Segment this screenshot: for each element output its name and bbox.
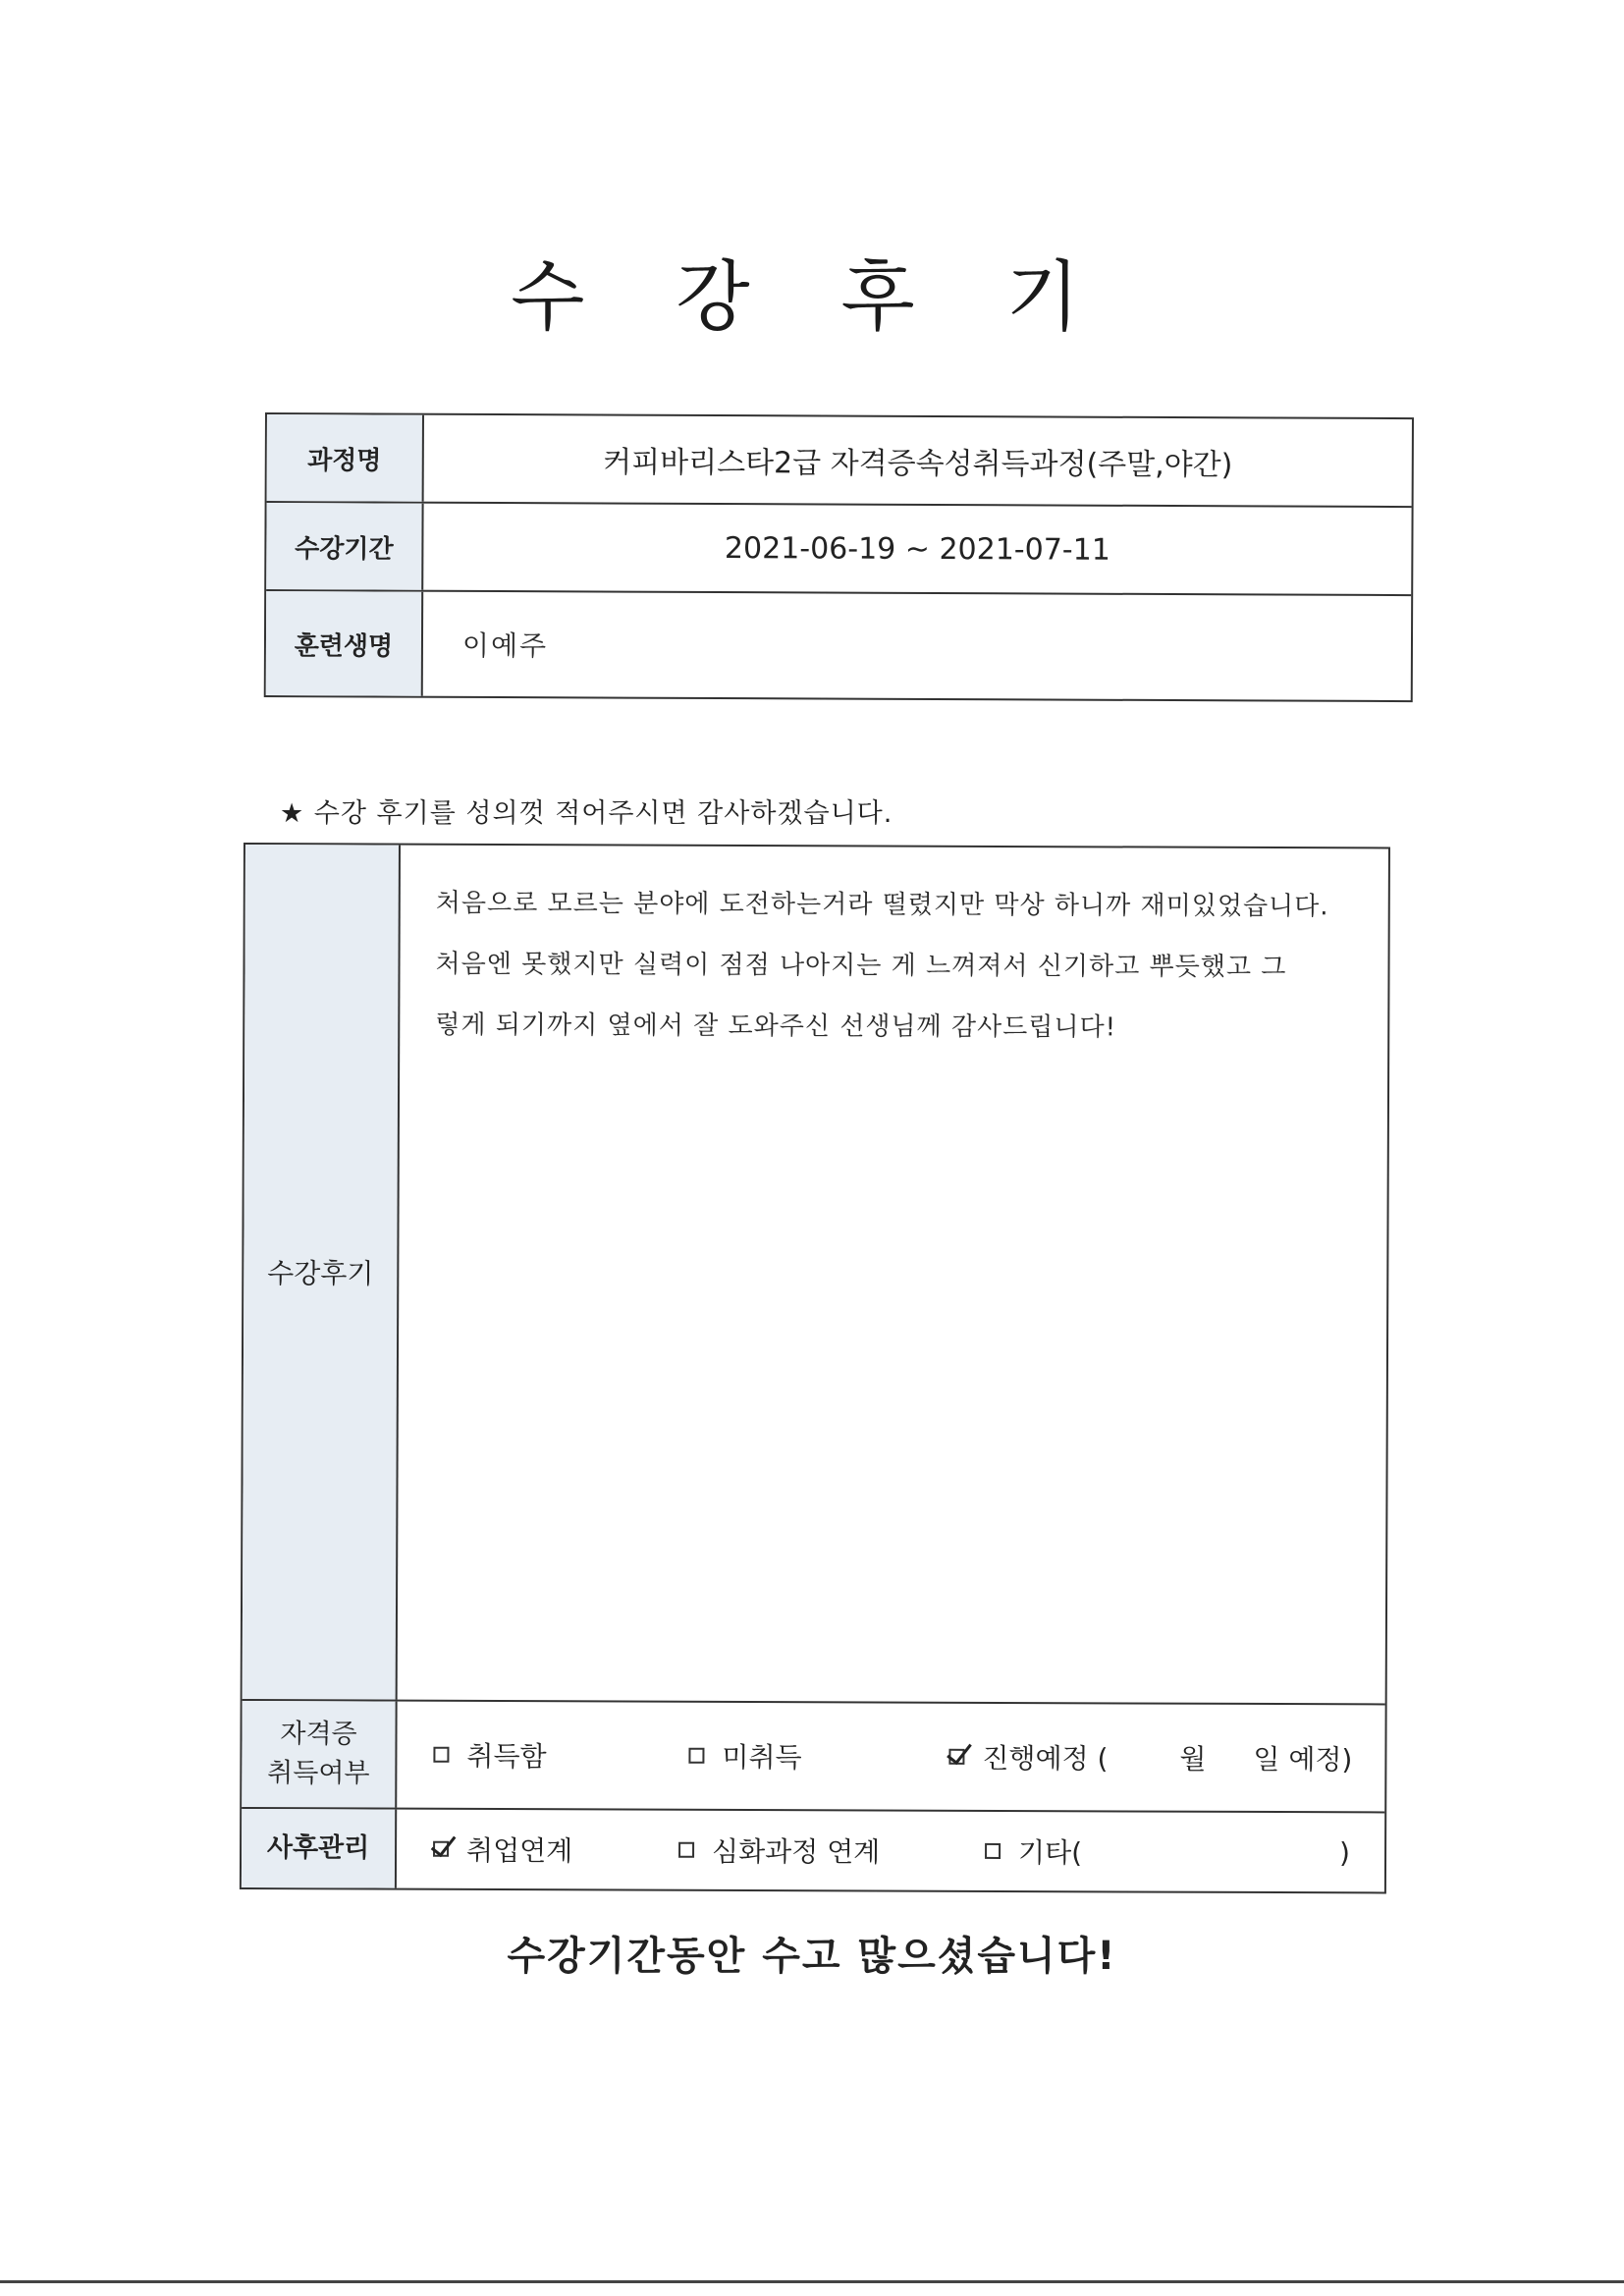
certificate-label-line2: 취득여부 [267, 1758, 370, 1789]
option-employment-label: 취업연계 [465, 1833, 573, 1868]
course-info-table [264, 412, 1414, 702]
option-not-acquired-label: 미취득 [722, 1740, 802, 1775]
course-row [267, 414, 1412, 508]
period-label: 수강기간 [266, 503, 423, 590]
trainee-row [266, 591, 1411, 700]
aftercare-row [242, 1807, 1384, 1891]
course-value: 커피바리스타2급 자격증속성취득과정(주말,야간) [603, 445, 1233, 483]
closing-message: 수강기간동안 수고 많으셨습니다! [507, 1934, 1117, 1979]
checkbox-other[interactable] [985, 1843, 1001, 1859]
option-acquired[interactable] [433, 1702, 547, 1808]
review-table [240, 843, 1390, 1893]
certificate-label-line1: 자격증 [280, 1719, 357, 1750]
checkbox-advanced[interactable] [678, 1842, 694, 1858]
checkbox-planned[interactable] [948, 1749, 964, 1765]
option-advanced[interactable] [678, 1811, 881, 1890]
review-line: 렇게 되기까지 옆에서 잘 도와주신 선생님께 감사드립니다! [435, 1010, 1117, 1043]
option-planned[interactable] [948, 1704, 1108, 1811]
review-label: 수강후기 [243, 845, 401, 1700]
certificate-label [242, 1701, 397, 1808]
review-body [398, 846, 1388, 1704]
option-other[interactable] [985, 1812, 1082, 1890]
option-planned-label: 진행예정 ( [982, 1741, 1109, 1776]
certificate-row [242, 1699, 1384, 1811]
checkbox-employment[interactable] [433, 1841, 449, 1857]
month-label: 월 [1179, 1742, 1207, 1776]
scan-edge-line [0, 2280, 1624, 2283]
option-other-label: 기타( [1017, 1836, 1083, 1870]
course-label: 과정명 [267, 414, 424, 502]
page-title: 수 강 후 기 [511, 253, 1113, 342]
trainee-name: 이예주 [461, 629, 549, 663]
option-advanced-label: 심화과정 연계 [711, 1834, 881, 1869]
checkbox-acquired[interactable] [433, 1747, 449, 1763]
option-acquired-label: 취득함 [466, 1739, 547, 1774]
option-other-close: ) [1338, 1835, 1351, 1869]
period-value: 2021-06-19 ~ 2021-07-11 [724, 530, 1110, 568]
checkbox-not-acquired[interactable] [688, 1748, 704, 1764]
day-planned-label: 일 예정) [1253, 1742, 1353, 1777]
review-line: 처음으로 모르는 분야에 도전하는거라 떨렸지만 막상 하니까 재미있었습니다. [435, 888, 1329, 922]
aftercare-label: 사후관리 [242, 1809, 397, 1888]
notice-text: ★ 수강 후기를 성의껏 적어주시면 감사하겠습니다. [280, 798, 893, 829]
option-not-acquired[interactable] [688, 1703, 802, 1809]
option-employment[interactable] [433, 1810, 573, 1889]
period-row [266, 503, 1411, 596]
review-line: 처음엔 못했지만 실력이 점점 나아지는 게 느껴져서 신기하고 뿌듯했고 그 [435, 949, 1287, 983]
trainee-label: 훈련생명 [266, 591, 423, 696]
